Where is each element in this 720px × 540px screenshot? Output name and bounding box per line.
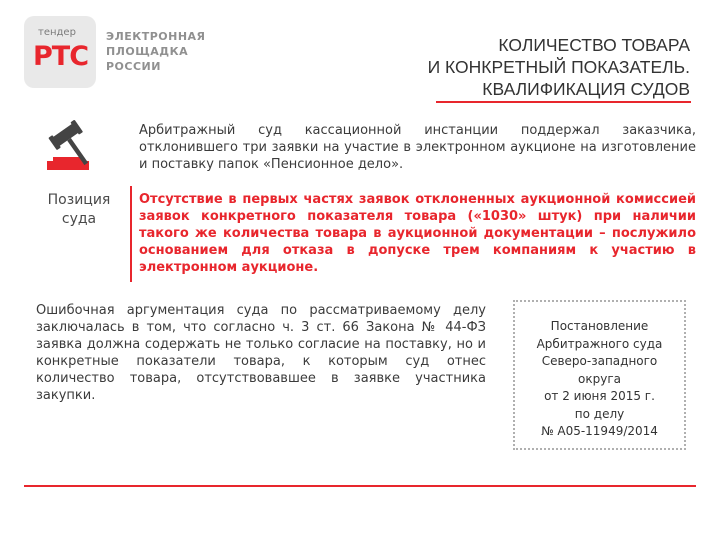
logo-rts-text: РТС [33, 41, 89, 72]
logo [24, 16, 206, 88]
ruling-line: Постановление [550, 319, 649, 333]
title-underline [436, 101, 691, 103]
title-line: И КОНКРЕТНЫЙ ПОКАЗАТЕЛЬ. [427, 57, 690, 77]
logo-name-line: ЭЛЕКТРОННАЯ [106, 30, 206, 43]
ruling-line: от 2 июня 2015 г. [544, 389, 655, 403]
logo-tender-text: тендер [38, 27, 76, 38]
argument-text: Ошибочная аргументация суда по рассматриваемому делу заключалась в том, что согласно ч. 3 ст. 66 Закона № 44-ФЗ заявка должна содержать не только согласие на поставку, но и конкретные показатели товара, к которым суд отнес количество товара, отсутствовавшее в заявке участника закупки. [36, 303, 486, 403]
logo-badge [24, 16, 96, 88]
court-position-label-line: Позиция [47, 192, 111, 208]
position-divider [130, 186, 132, 282]
ruling-reference [511, 318, 688, 441]
title-line: КОЛИЧЕСТВО ТОВАРА [498, 35, 690, 55]
logo-name [106, 29, 206, 74]
ruling-line: Арбитражного суда [536, 336, 663, 351]
logo-name-line: РОССИИ [106, 60, 161, 73]
case-summary-text: Арбитражный суд кассационной инстанции поддержал заказчика, отклонившего три заявки на участие в электронном аукционе на изготовление и поставку папок «Пенсионное дело». [139, 123, 696, 172]
court-position-text: Отсутствие в первых частях заявок отклоненных аукционной комиссией заявок конкретного показателя товара («1030» штук) при наличии такого же количества товара в аукционной документации – послужило основанием для отказа в допуске трем компаниям к участию в электронном аукционе. [139, 192, 696, 275]
court-position-label-line: суда [61, 211, 97, 227]
court-position-label [36, 191, 122, 229]
gavel-icon [40, 118, 110, 182]
title-line: КВАЛИФИКАЦИЯ СУДОВ [482, 79, 690, 99]
logo-name-line: ПЛОЩАДКА [106, 45, 189, 58]
bottom-divider [24, 485, 696, 487]
ruling-line: № А05-11949/2014 [541, 424, 658, 438]
ruling-line: округа [578, 371, 621, 386]
ruling-line: по делу [574, 406, 625, 421]
ruling-line: Северо-западного [541, 354, 658, 368]
page-title [428, 34, 690, 100]
